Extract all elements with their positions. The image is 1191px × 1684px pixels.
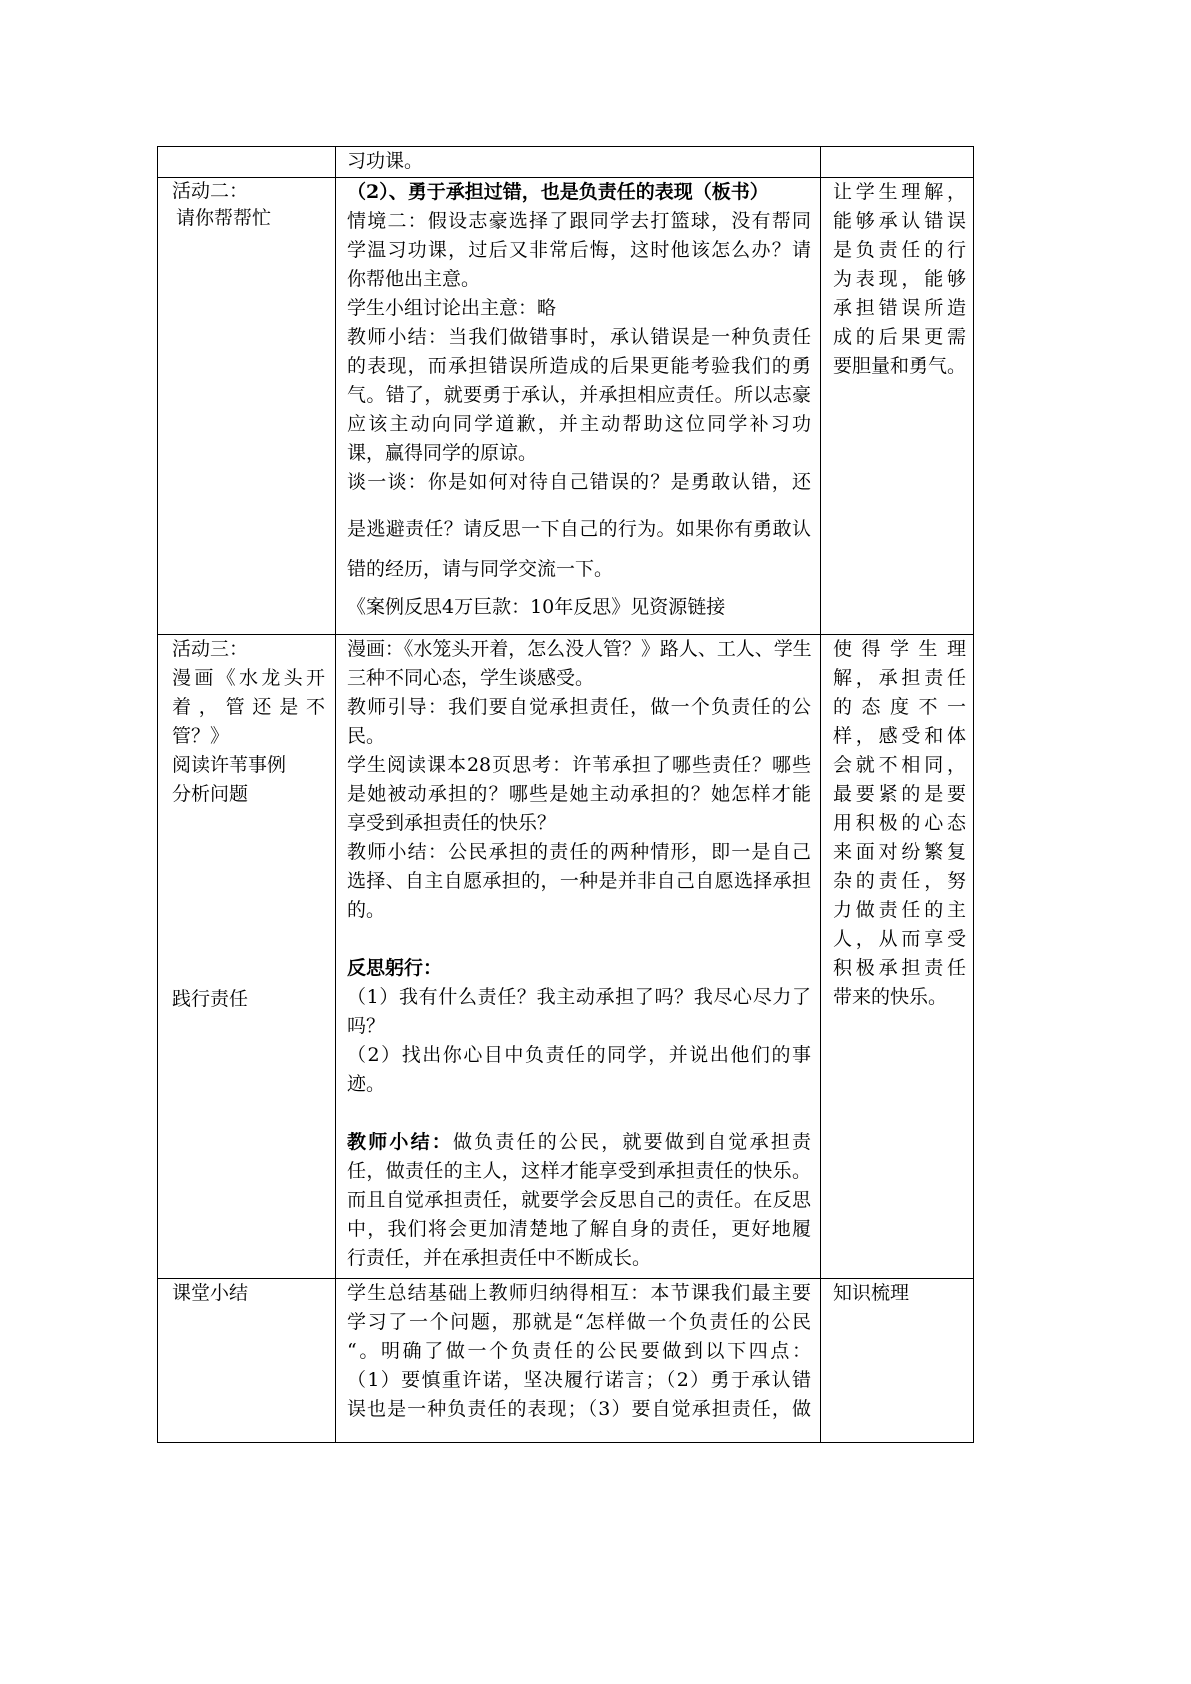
activity-line: 课堂小结 xyxy=(172,1282,249,1304)
content-line: 气。错了，就要勇于承认，并承担相应责任。所以志豪 xyxy=(347,384,811,406)
purpose-line: 承担错误所造 xyxy=(833,297,966,319)
content-line: “。明确了做一个负责任的公民要做到以下四点： xyxy=(347,1340,811,1362)
purpose-line: 带来的快乐。 xyxy=(833,986,948,1008)
purpose-line: 解，承担责任 xyxy=(833,667,966,689)
activity-line: 活动三： xyxy=(172,638,249,660)
activity-cell xyxy=(158,1279,336,1443)
content-line: 教师小结：当我们做错事时，承认错误是一种负责任 xyxy=(347,326,811,348)
content-line: 选择、自主自愿承担的，一种是并非自己自愿选择承担 xyxy=(347,870,811,892)
content-cell xyxy=(336,1279,821,1443)
purpose-line: 要胆量和勇气。 xyxy=(833,355,967,377)
content-line: 的表现，而承担错误所造成的后果更能考验我们的勇 xyxy=(347,355,811,377)
content-line: 应该主动向同学道歉，并主动帮助这位同学补习功 xyxy=(347,413,811,435)
content-line: 学生小组讨论出主意：略 xyxy=(347,297,557,319)
content-line: 漫画：《水笼头开着，怎么没人管？》路人、工人、学生 xyxy=(347,638,811,660)
activity-line: 管？》 xyxy=(172,725,230,747)
content-heading: （2）、勇于承担过错，也是负责任的表现（板书） xyxy=(347,181,769,203)
purpose-line: 为表现，能够 xyxy=(833,268,966,290)
lesson-plan-table xyxy=(157,146,974,1443)
purpose-line: 积极承担责任 xyxy=(833,957,966,979)
reflection-line: 吗？ xyxy=(347,1015,386,1037)
resource-link-text: 《案例反思4万巨款：10年反思》见资源链接 xyxy=(347,596,726,618)
purpose-line: 的态度不一 xyxy=(833,696,966,718)
purpose-cell xyxy=(821,635,974,1279)
purpose-line: 杂的责任，努 xyxy=(833,870,966,892)
summary-line: 中，我们将会更加清楚地了解自身的责任，更好地履 xyxy=(347,1218,811,1240)
content-cell xyxy=(336,147,821,178)
content-cell xyxy=(336,178,821,635)
purpose-line: 知识梳理 xyxy=(833,1282,910,1304)
table-row xyxy=(158,147,974,178)
activity-practice-label: 践行责任 xyxy=(172,988,249,1010)
purpose-cell xyxy=(821,1279,974,1443)
reflection-heading: 反思躬行： xyxy=(347,957,443,979)
purpose-cell xyxy=(821,178,974,635)
content-line: 情境二：假设志豪选择了跟同学去打篮球，没有帮同 xyxy=(347,210,811,232)
purpose-line: 来面对纷繁复 xyxy=(833,841,966,863)
content-line: 教师小结：公民承担的责任的两种情形，即一是自己 xyxy=(347,841,811,863)
summary-line xyxy=(347,1128,811,1157)
content-line: 三种不同心态，学生谈感受。 xyxy=(347,667,595,689)
content-line: 学温习功课，过后又非常后悔，这时他该怎么办？请 xyxy=(347,239,811,261)
purpose-cell xyxy=(821,147,974,178)
content-line: 的。 xyxy=(347,899,386,921)
content-line: 享受到承担责任的快乐？ xyxy=(347,812,557,834)
reflection-line: 迹。 xyxy=(347,1073,386,1095)
table-row xyxy=(158,1279,974,1443)
content-line: 教师引导：我们要自觉承担责任，做一个负责任的公 xyxy=(347,696,811,718)
purpose-line: 让学生理解， xyxy=(833,181,966,203)
purpose-line: 样，感受和体 xyxy=(833,725,966,747)
table-row xyxy=(158,635,974,1279)
purpose-line: 会就不相同， xyxy=(833,754,966,776)
content-cell xyxy=(336,635,821,1279)
content-line: 学习了一个问题，那就是“怎样做一个负责任的公民 xyxy=(347,1311,811,1333)
purpose-line: 人，从而享受 xyxy=(833,928,966,950)
content-line: 学生总结基础上教师归纳得相互：本节课我们最主要 xyxy=(347,1282,811,1304)
content-line: （1）要慎重许诺，坚决履行诺言；（2）勇于承认错 xyxy=(347,1369,811,1391)
activity-line: 漫画《水龙头开 xyxy=(172,667,325,689)
activity-cell xyxy=(158,178,336,635)
purpose-line: 用积极的心态 xyxy=(833,812,966,834)
activity-line: 阅读许苇事例 xyxy=(172,754,287,776)
summary-line: 任，做责任的主人，这样才能享受到承担责任的快乐。 xyxy=(347,1160,811,1182)
summary-text: 做负责任的公民，就要做到自觉承担责 xyxy=(452,1131,811,1153)
table-row xyxy=(158,178,974,635)
activity-line: 分析问题 xyxy=(172,783,249,805)
blank-line xyxy=(347,925,811,954)
summary-line: 行责任，并在承担责任中不断成长。 xyxy=(347,1247,652,1269)
content-line: 是逃避责任？请反思一下自己的行为。如果你有勇敢认 xyxy=(347,518,811,540)
activity-line: 请你帮帮忙 xyxy=(176,207,272,229)
activity-line: 活动二： xyxy=(172,180,249,202)
summary-line: 而且自觉承担责任，就要学会反思自己的责任。在反思 xyxy=(347,1189,811,1211)
activity-line: 着，管还是不 xyxy=(172,696,325,718)
content-line: 学生阅读课本28页思考：许苇承担了哪些责任？哪些 xyxy=(347,754,811,776)
content-line: 习功课。 xyxy=(347,150,424,172)
content-line: 错的经历，请与同学交流一下。 xyxy=(347,558,614,580)
content-line: 误也是一种负责任的表现；（3）要自觉承担责任，做 xyxy=(347,1398,811,1420)
content-line: 课，赢得同学的原谅。 xyxy=(347,442,538,464)
reflection-line: （1）我有什么责任？我主动承担了吗？我尽心尽力了 xyxy=(347,986,811,1008)
content-line: 谈一谈：你是如何对待自己错误的？是勇敢认错，还 xyxy=(347,471,811,493)
purpose-line: 能够承认错误 xyxy=(833,210,966,232)
purpose-line: 成的后果更需 xyxy=(833,326,966,348)
purpose-line: 最要紧的是要 xyxy=(833,783,966,805)
content-line: 你帮他出主意。 xyxy=(347,268,481,290)
content-line: 民。 xyxy=(347,725,386,747)
purpose-line: 是负责任的行 xyxy=(833,239,966,261)
reflection-line: （2）找出你心目中负责任的同学，并说出他们的事 xyxy=(347,1044,811,1066)
content-line: 是她被动承担的？哪些是她主动承担的？她怎样才能 xyxy=(347,783,811,805)
activity-cell xyxy=(158,147,336,178)
purpose-line: 力做责任的主 xyxy=(833,899,966,921)
activity-cell xyxy=(158,635,336,1279)
blank-line xyxy=(347,1099,811,1128)
purpose-line: 使得学生理 xyxy=(833,638,966,660)
summary-label: 教师小结： xyxy=(347,1131,453,1153)
